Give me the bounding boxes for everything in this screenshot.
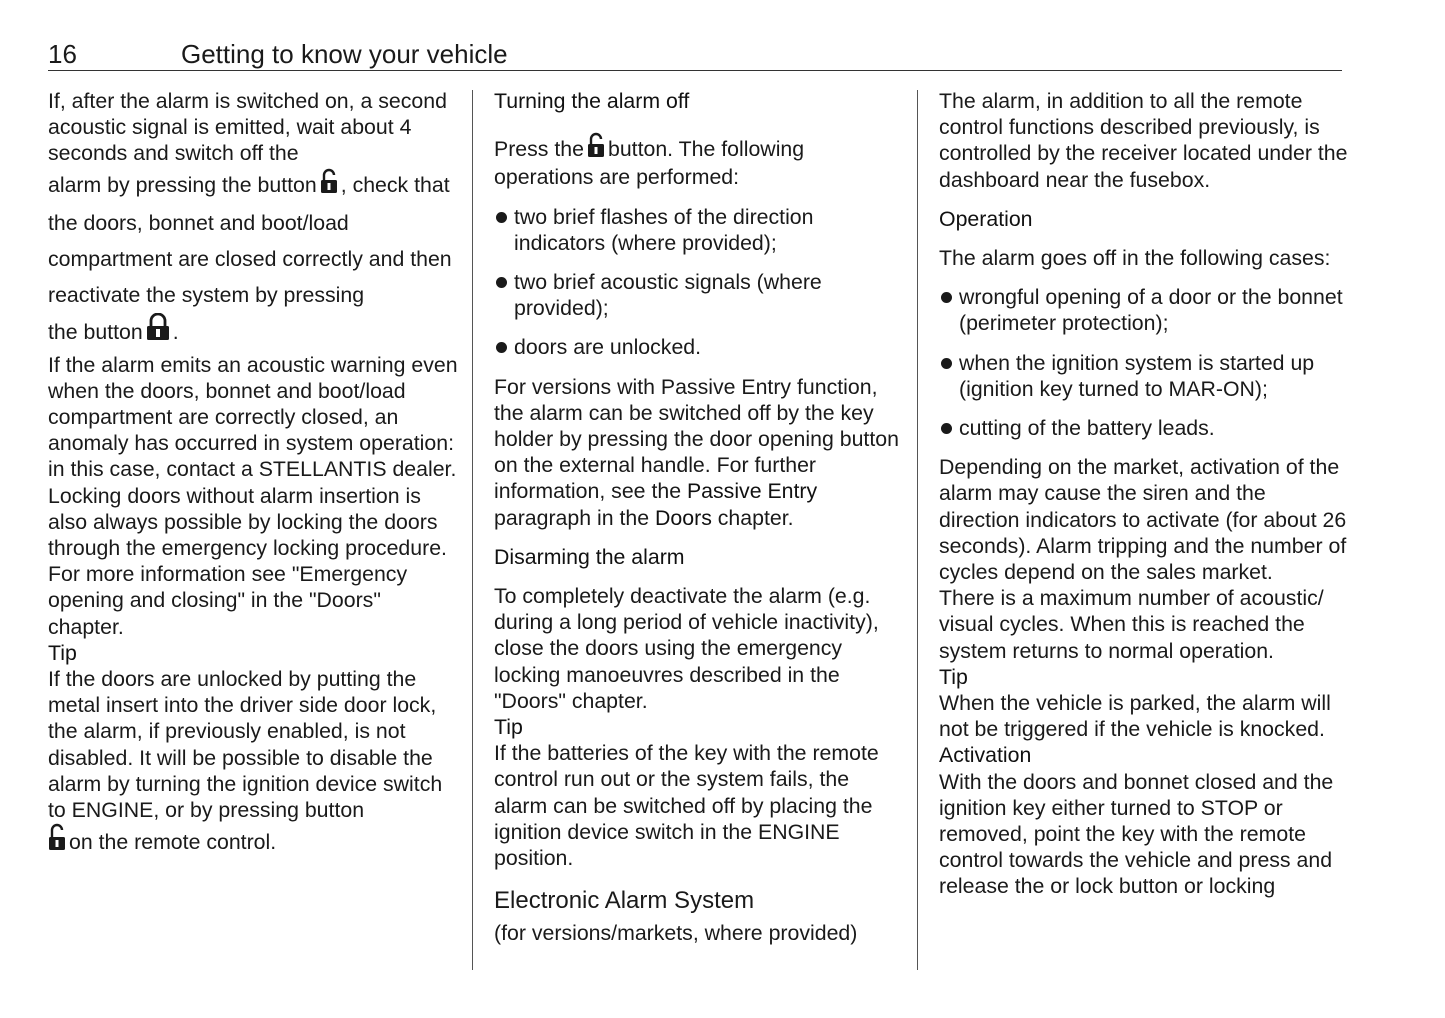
paragraph: If, after the alarm is switched on, a second acoustic signal is emitted, wait about 4 seconds and switch off the: [48, 89, 447, 166]
text: paragraph in the: [494, 505, 650, 530]
paragraph: [494, 374, 908, 531]
list-item: two brief flashes of the direction indicators (where provided);: [494, 204, 908, 256]
text: .: [172, 319, 179, 344]
text: alarm by pressing the button: [48, 172, 317, 197]
xref-doors: Doors: [655, 505, 712, 530]
page-header: [48, 38, 1342, 71]
paragraph: To completely deactivate the alarm (e.g. during a long period of vehicle inactivity), close the doors using the emergency locking manoeuvres described in the "Doors" chapter.: [494, 584, 879, 713]
paragraph: Depending on the market, activation of the alarm may cause the siren and the direction indicators to activate (for about 26 seconds). Alarm tripping and the number of cycles depend on the sales market.: [939, 455, 1347, 585]
unlock-icon: [587, 132, 605, 164]
paragraph: [494, 132, 908, 190]
paragraph: Locking doors without alarm insertion is also always possible by locking the doors through the emergency locking procedure. For more information see "Emergency opening and closing" in the "Doors" chapter.: [48, 483, 447, 639]
subheading: Operation: [939, 206, 1033, 231]
list-item: wrongful opening of a door or the bonnet (perimeter protection);: [939, 284, 1349, 336]
text: For versions with Passive Entry function, the alarm can be switched off by the key holder by pressing the door opening button on the external handle. For further information, see the: [494, 374, 899, 504]
page-number: 16: [48, 39, 77, 69]
paragraph: If the batteries of the key with the remote control run out or the system fails, the alarm can be switched off by placing the ignition device switch in the ENGINE position.: [494, 741, 879, 871]
tip-label: Tip: [939, 664, 968, 689]
column-3: [939, 88, 1349, 900]
paragraph: There is a maximum number of acoustic/ visual cycles. When this is reached the system returns to normal operation.: [939, 586, 1324, 663]
paragraph: When the vehicle is parked, the alarm will not be triggered if the vehicle is knocked.: [939, 691, 1331, 742]
text: Press the: [494, 137, 584, 162]
text: the button: [48, 319, 143, 344]
subheading: Disarming the alarm: [494, 544, 685, 569]
xref-passive-entry: Passive Entry: [686, 479, 818, 504]
subheading: Turning the alarm off: [494, 89, 690, 113]
subheading: Activation: [939, 743, 1032, 768]
column-1: [48, 88, 458, 862]
paragraph: If the alarm emits an acoustic warning even when the doors, bonnet and boot/load compartment are correctly closed, an anomaly has occurred in system operation: in this case, contact a STELLANTIS dealer.: [48, 352, 458, 482]
paragraph: The alarm goes off in the following cases:: [939, 246, 1331, 271]
list-item: cutting of the battery leads.: [939, 415, 1349, 441]
text: button. The following operations are performed:: [494, 137, 805, 190]
paragraph: [48, 167, 458, 313]
list-item: when the ignition system is started up (ignition key turned to MAR-ON);: [939, 350, 1349, 402]
column-divider: [472, 90, 473, 970]
text: chapter.: [717, 505, 794, 530]
paragraph: [48, 313, 458, 352]
text: on the remote control.: [69, 830, 277, 855]
section-subtitle: (for versions/markets, where provided): [494, 921, 858, 946]
text: , check that the doors, bonnet and boot/load compartment are closed correctly and then reactivate the system by pressing: [48, 172, 452, 307]
paragraph: [48, 823, 458, 862]
column-divider: [917, 90, 918, 970]
tip-label: Tip: [494, 715, 523, 740]
paragraph: If the doors are unlocked by putting the metal insert into the driver side door lock, the alarm, if previously enabled, is not disabled. It will be possible to disable the alarm by turning the ignition device switch to ENGINE, or by pressing button: [48, 667, 443, 823]
chapter-title: Getting to know your vehicle: [181, 39, 508, 69]
paragraph: The alarm, in addition to all the remote control functions described previously, is controlled by the receiver located under the dashboard near the fusebox.: [939, 89, 1348, 192]
unlock-icon: [48, 823, 66, 862]
list-item: doors are unlocked.: [494, 334, 908, 360]
unlock-icon: [320, 168, 338, 205]
column-2: [494, 88, 908, 946]
lock-icon: [146, 313, 170, 352]
paragraph: With the doors and bonnet closed and the ignition key either turned to STOP or removed, point the key with the remote control towards the vehicle and press and release the or lock button or locking: [939, 769, 1334, 899]
section-title: Electronic Alarm System: [494, 887, 755, 915]
list-item: two brief acoustic signals (where provided);: [494, 269, 908, 321]
tip-label: Tip: [48, 640, 77, 665]
